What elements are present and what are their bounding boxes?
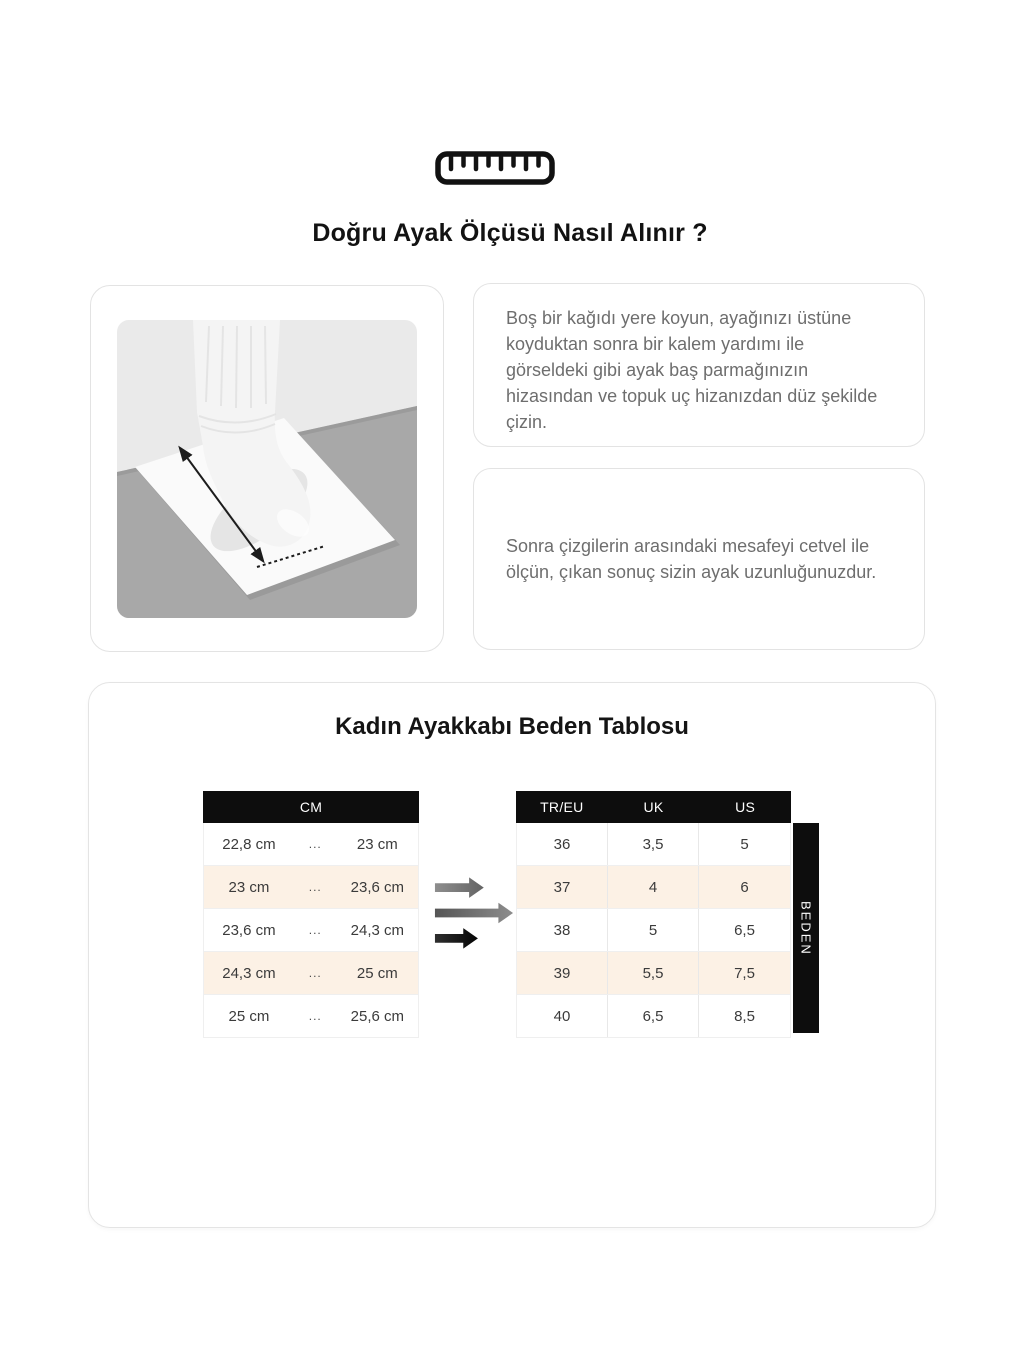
- table-row: [517, 952, 790, 995]
- size-us: 8,5: [734, 1007, 755, 1025]
- size-tr-eu: 38: [517, 909, 608, 951]
- size-tr-eu: 39: [517, 952, 608, 994]
- cm-min: 24,3 cm: [222, 964, 276, 982]
- instruction-card-1: [473, 283, 925, 447]
- size-chart-title: Kadın Ayakkabı Beden Tablosu: [335, 713, 689, 740]
- table-row: [517, 823, 790, 866]
- table-row: [517, 909, 790, 952]
- cm-table-body: [203, 823, 419, 1038]
- size-uk: 3,5: [608, 823, 699, 865]
- size-uk: 5,5: [608, 952, 699, 994]
- size-conversion-table: [516, 791, 791, 1038]
- range-dots: ...: [308, 1009, 322, 1023]
- foot-measure-photo-card: [90, 285, 444, 652]
- table-row: [517, 866, 790, 909]
- size-tr-eu: 40: [517, 995, 608, 1037]
- cm-max: 24,3 cm: [350, 921, 404, 939]
- cm-max: 25,6 cm: [350, 1007, 404, 1025]
- header-uk: UK: [643, 799, 664, 815]
- cm-min: 22,8 cm: [222, 835, 276, 853]
- size-us: 7,5: [734, 964, 755, 982]
- size-uk: 5: [608, 909, 699, 951]
- cm-max: 23,6 cm: [350, 878, 404, 896]
- size-us: 6,5: [734, 921, 755, 939]
- instruction-step2-text: Sonra çizgilerin arasındaki mesafeyi cetvel ile ölçün, çıkan sonuç sizin ayak uzunluğunuzdur.: [506, 536, 877, 582]
- size-table-body: [516, 823, 791, 1038]
- size-chart-card: [88, 682, 936, 1228]
- table-row: [204, 952, 418, 995]
- cm-min: 23 cm: [228, 878, 270, 896]
- header-us: US: [735, 799, 756, 815]
- instruction-step1-text: Boş bir kağıdı yere koyun, ayağınızı üstüne koyduktan sonra bir kalem yardımı ile görseldeki gibi ayak baş parmağınızın hizasından ve topuk uç hizanızdan düz şekilde çizin.: [506, 308, 878, 432]
- beden-side-label: [793, 823, 819, 1033]
- table-row: [204, 823, 418, 866]
- size-us: 6: [740, 878, 749, 896]
- cm-max: 25 cm: [356, 964, 398, 982]
- cm-header-label: CM: [299, 799, 323, 815]
- beden-label-text: BEDEN: [798, 900, 814, 956]
- size-uk: 4: [608, 866, 699, 908]
- page-title: Doğru Ayak Ölçüsü Nasıl Alınır ?: [312, 219, 708, 247]
- range-dots: ...: [308, 966, 322, 980]
- conversion-arrows-icon: [433, 875, 515, 951]
- table-row: [517, 995, 790, 1037]
- range-dots: ...: [308, 880, 322, 894]
- size-us: 5: [740, 835, 749, 853]
- cm-min: 23,6 cm: [222, 921, 276, 939]
- header-tr-eu: TR/EU: [540, 799, 584, 815]
- range-dots: ...: [308, 837, 322, 851]
- cm-min: 25 cm: [228, 1007, 270, 1025]
- cm-max: 23 cm: [356, 835, 398, 853]
- table-row: [204, 909, 418, 952]
- foot-measure-photo: [117, 320, 417, 618]
- cm-table-header: [203, 791, 419, 823]
- ruler-icon: [435, 150, 555, 186]
- cm-table: [203, 791, 419, 1038]
- table-row: [204, 866, 418, 909]
- instruction-card-2: [473, 468, 925, 650]
- range-dots: ...: [308, 923, 322, 937]
- size-tr-eu: 36: [517, 823, 608, 865]
- size-tr-eu: 37: [517, 866, 608, 908]
- size-table-header: [516, 791, 791, 823]
- size-uk: 6,5: [608, 995, 699, 1037]
- table-row: [204, 995, 418, 1037]
